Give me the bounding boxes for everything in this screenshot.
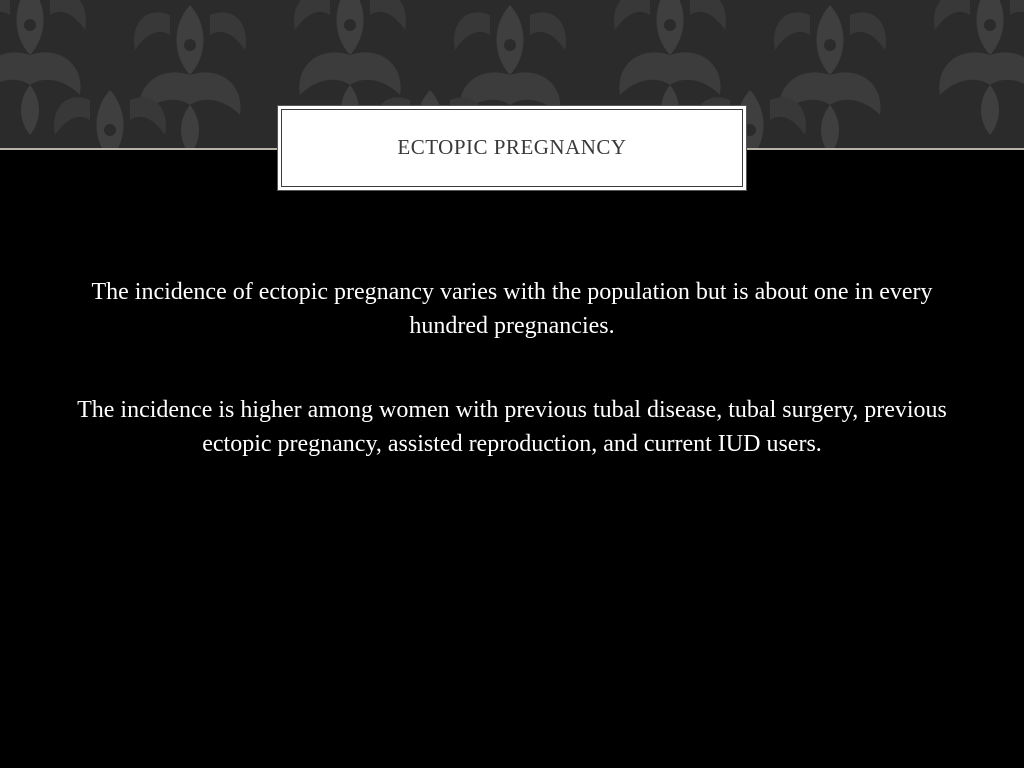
slide-body [70,275,954,511]
title-box [277,105,747,191]
body-paragraph-1: The incidence of ectopic pregnancy varies with the population but is about one in every hundred pregnancies. [91,279,933,339]
body-paragraph-2: The incidence is higher among women with previous tubal disease, tubal surgery, previous ectopic pregnancy, assisted reproduction, and current IUD users. [77,397,947,457]
title-box-frame [281,109,743,187]
slide-title: ECTOPIC PREGNANCY [397,134,627,159]
